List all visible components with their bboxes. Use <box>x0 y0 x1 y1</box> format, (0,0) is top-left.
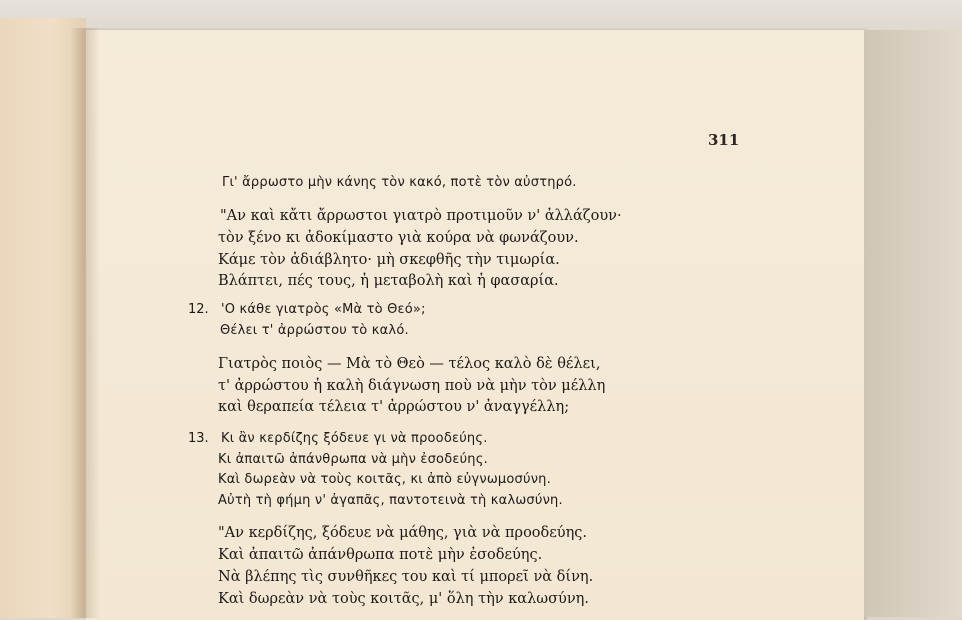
prose-line: Καὶ δωρεὰν νὰ τοὺς κοιτᾶς, μ' ὅλη τὴν καλωσύνη. <box>218 591 589 607</box>
verse-line: 'Ο κάθε γιατρὸς «Μὰ τὸ Θεό»; <box>221 302 426 317</box>
prose-line: "Αν καὶ κἄτι ἄρρωστοι γιατρὸ προτιμοῦν ν' ἀλλάζουν· <box>220 208 622 224</box>
prose-line: Νὰ βλέπης τὶς συνθῆκες του καὶ τί μπορεῖ νὰ δίνη. <box>218 569 594 585</box>
prose-line: τὸν ξένο κι ἀδοκίμαστο γιὰ κούρα νὰ φωνάζουν. <box>218 230 579 246</box>
verse-line: Κι ἂν κερδίζης ξόδευε γι νὰ προοδεύης. <box>221 431 488 446</box>
item-number: 12. <box>188 302 209 317</box>
page-number: 311 <box>708 131 740 149</box>
prose-line: Καὶ ἀπαιτῶ ἀπάνθρωπα ποτὲ μὴν ἐσοδεύης. <box>218 547 543 563</box>
verse-line: Γι' ἄρρωστο μὴν κάνης τὸν κακό, ποτὲ τὸν αὐστηρό. <box>222 175 577 190</box>
prose-line: Κάμε τὸν ἀδιάβλητο· μὴ σκεφθῆς τὴν τιμωρία. <box>218 252 560 268</box>
item-number: 13. <box>188 431 209 446</box>
prose-line: καὶ θεραπεία τέλεια τ' ἀρρώστου ν' ἀναγγέλλη; <box>218 399 570 415</box>
prose-line: Βλάπτει, πές τους, ἡ μεταβολὴ καὶ ἡ φασαρία. <box>218 273 559 289</box>
prose-line: Γιατρὸς ποιὸς — Μὰ τὸ Θεὸ — τέλος καλὸ δὲ θέλει, <box>218 356 601 372</box>
verse-line: Θέλει τ' ἀρρώστου τὸ καλό. <box>220 323 409 338</box>
verse-line: Αὐτὴ τὴ φήμη ν' ἀγαπᾶς, παντοτεινὰ τὴ καλωσύνη. <box>218 493 563 508</box>
verse-line: Καὶ δωρεὰν νὰ τοὺς κοιτᾶς, κι ἀπὸ εὐγνωμοσύνη. <box>218 472 551 487</box>
background-right <box>864 30 962 617</box>
prose-line: τ' ἀρρώστου ἡ καλὴ διάγνωση ποὺ νὰ μὴν τὸν μέλλη <box>218 378 606 394</box>
prose-line: "Αν κερδίζης, ξόδευε νὰ μάθης, γιὰ νὰ προοδεύης. <box>218 525 587 541</box>
book-gutter-shadow <box>70 28 100 618</box>
verse-line: Κι ἀπαιτῶ ἀπάνθρωπα νὰ μὴν ἐσοδεύης. <box>218 452 488 467</box>
